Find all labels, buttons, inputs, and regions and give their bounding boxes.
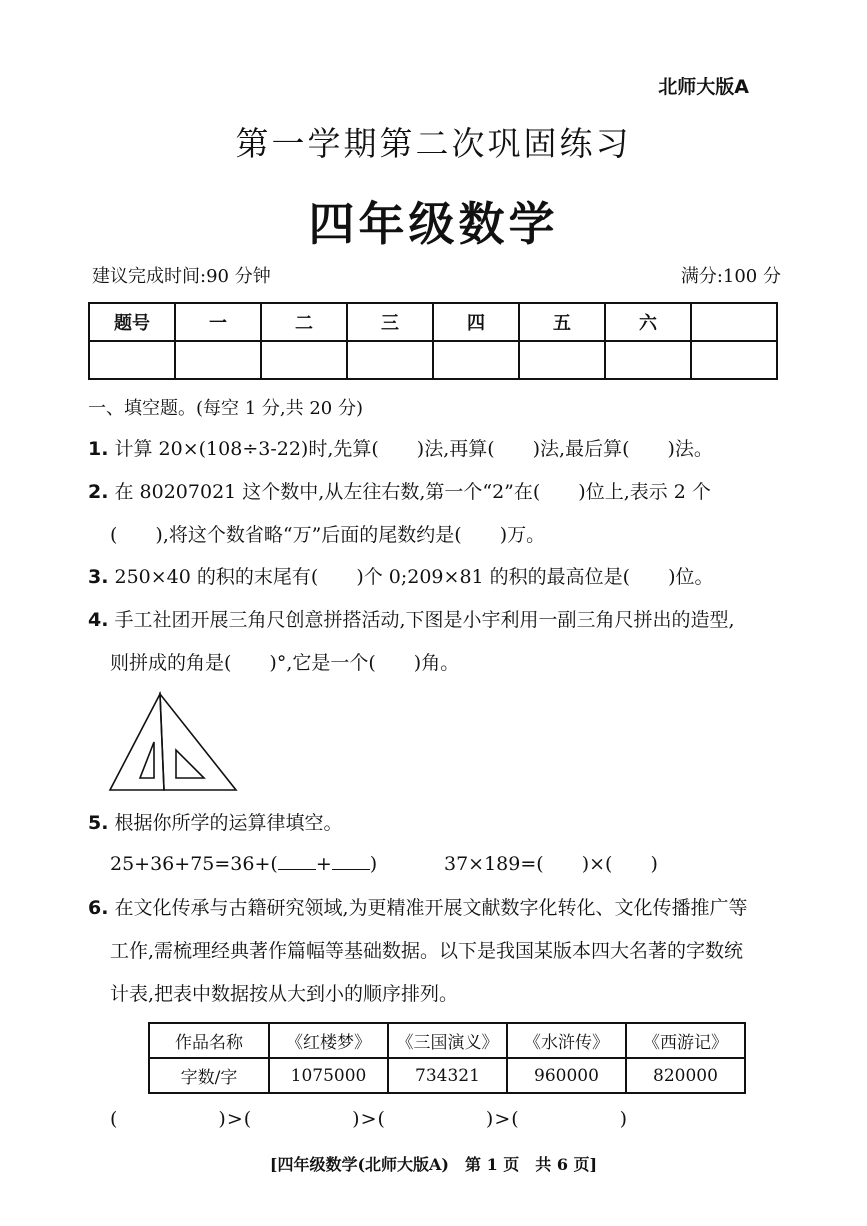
- score-table: [88, 302, 778, 380]
- question-4-line2: 则拼成的角是( )°,它是一个( )角。: [110, 652, 460, 674]
- question-2-line2: ( ),将这个数省略“万”后面的尾数约是( )万。: [110, 524, 546, 546]
- answer-blank[interactable]: [332, 853, 370, 870]
- answer-blank[interactable]: [278, 853, 316, 870]
- page-footer: [四年级数学(北师大版A) 第 1 页 共 6 页]: [269, 1155, 598, 1174]
- question-6-line3: 计表,把表中数据按从大到小的顺序排列。: [110, 983, 459, 1005]
- score-table-header-row: [89, 303, 777, 341]
- score-entry-cell[interactable]: [519, 341, 605, 379]
- table-row: [149, 1058, 745, 1093]
- question-number: 2.: [88, 481, 109, 503]
- question-1: [88, 438, 713, 461]
- edition-label: 北师大版A: [658, 76, 749, 98]
- question-number: 6.: [88, 897, 109, 919]
- score-entry-cell[interactable]: [347, 341, 433, 379]
- triangle-ruler-45: [160, 694, 236, 790]
- score-header-cell: 三: [347, 303, 433, 341]
- exam-title: 四年级数学: [308, 197, 559, 251]
- question-number: 5.: [88, 812, 109, 834]
- score-table-entry-row: [89, 341, 777, 379]
- table-row: [149, 1023, 745, 1058]
- equation-1-right: ): [369, 853, 378, 875]
- question-number: 1.: [88, 438, 109, 460]
- score-header-cell: 题号: [89, 303, 175, 341]
- table-header-cell: 《西游记》: [626, 1023, 745, 1058]
- question-6: [88, 897, 748, 920]
- question-text: 根据你所学的运算律填空。: [114, 812, 343, 834]
- score-entry-cell[interactable]: [175, 341, 261, 379]
- word-count-table: [148, 1022, 746, 1094]
- score-header-cell: [691, 303, 777, 341]
- score-entry-cell[interactable]: [89, 341, 175, 379]
- table-cell: 字数/字: [149, 1058, 269, 1093]
- table-cell: 960000: [507, 1058, 626, 1093]
- table-header-cell: 《水浒传》: [507, 1023, 626, 1058]
- table-header-cell: 《红楼梦》: [269, 1023, 388, 1058]
- question-6-line2: 工作,需梳理经典著作篇幅等基础数据。以下是我国某版本四大名著的字数统: [110, 940, 744, 962]
- question-text: 手工社团开展三角尺创意拼搭活动,下图是小宇利用一副三角尺拼出的造型,: [114, 609, 735, 631]
- score-entry-cell[interactable]: [261, 341, 347, 379]
- question-text: 在 80207021 这个数中,从左往右数,第一个“2”在( )位上,表示 2 个: [114, 481, 711, 503]
- question-number: 3.: [88, 566, 109, 588]
- score-header-cell: 五: [519, 303, 605, 341]
- full-score: 满分:100 分: [680, 266, 781, 287]
- ordering-answer-line[interactable]: ( )>( )>( )>( ): [110, 1108, 629, 1130]
- equation-2: 37×189=( )×( ): [444, 853, 658, 875]
- question-text: 在文化传承与古籍研究领域,为更精准开展文献数字化转化、文化传播推广等: [114, 897, 748, 919]
- score-header-cell: 六: [605, 303, 691, 341]
- equation-1-left: 25+36+75=36+(: [110, 853, 278, 875]
- table-header-cell: 《三国演义》: [388, 1023, 507, 1058]
- triangle-ruler-30-60: [110, 694, 164, 790]
- question-4: [88, 609, 735, 632]
- question-number: 4.: [88, 609, 109, 631]
- score-header-cell: 一: [175, 303, 261, 341]
- score-header-cell: 四: [433, 303, 519, 341]
- exam-subtitle: 第一学期第二次巩固练习: [235, 124, 632, 163]
- question-3: [88, 566, 713, 589]
- score-entry-cell[interactable]: [605, 341, 691, 379]
- question-2: [88, 481, 711, 504]
- score-header-cell: 二: [261, 303, 347, 341]
- score-entry-cell[interactable]: [433, 341, 519, 379]
- set-square-figure: [104, 690, 244, 794]
- score-entry-cell[interactable]: [691, 341, 777, 379]
- question-text: 计算 20×(108÷3-22)时,先算( )法,再算( )法,最后算( )法。: [114, 438, 713, 460]
- equation-1-plus: +: [315, 853, 332, 875]
- section-heading: 一、填空题。(每空 1 分,共 20 分): [88, 398, 364, 419]
- question-5: [88, 812, 343, 835]
- table-cell: 734321: [388, 1058, 507, 1093]
- table-cell: 820000: [626, 1058, 745, 1093]
- table-cell: 1075000: [269, 1058, 388, 1093]
- time-note: 建议完成时间:90 分钟: [92, 266, 271, 287]
- table-header-cell: 作品名称: [149, 1023, 269, 1058]
- question-text: 250×40 的积的末尾有( )个 0;209×81 的积的最高位是( )位。: [114, 566, 714, 588]
- equation-1: [110, 853, 377, 876]
